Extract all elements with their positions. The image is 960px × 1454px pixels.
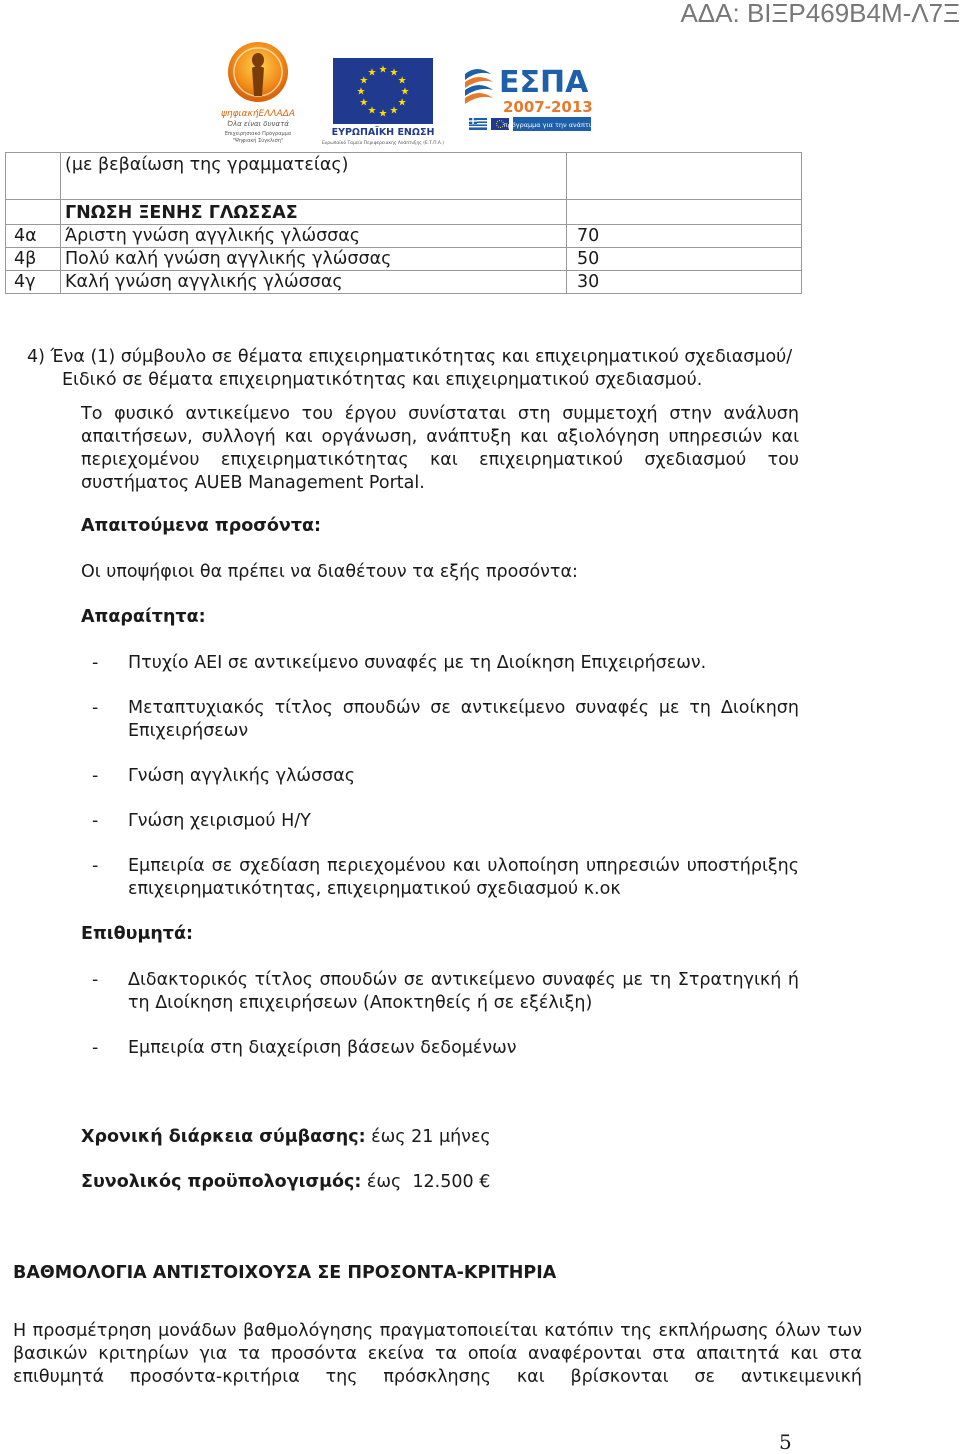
list-item xyxy=(92,855,799,923)
scoring-paragraph: Η προσμέτρηση μονάδων βαθμολόγησης πραγματοποιείται κατόπιν της εκπλήρωσης όλων των βασικών κριτηρίων για τα προσόντα εκείνα τα οποία αναφέρονται στα απαιτητά και στα επιθυμητά προσόντα-κριτήρια της πρόσκλησης και βρίσκονται σε αντικειμενική xyxy=(13,1321,862,1387)
psifiaki-line4: "Ψηφιακή Σύγκλιση" xyxy=(232,138,284,144)
eu-star-icon: ★ xyxy=(367,105,377,117)
espa-logo xyxy=(463,60,601,132)
row-description: Καλή γνώση αγγλικής γλώσσας xyxy=(61,271,567,294)
row-description: Πολύ καλή γνώση αγγλικής γλώσσας xyxy=(61,248,567,271)
list-bullet: - xyxy=(92,811,99,831)
list-item xyxy=(92,765,799,810)
scoring-heading: ΒΑΘΜΟΛΟΓΙΑ ΑΝΤΙΣΤΟΙΧΟΥΣΑ ΣΕ ΠΡΟΣΟΝΤΑ-ΚΡΙΤΗΡΙΑ xyxy=(13,1263,557,1283)
psifiaki-line1: ψηφιακήΕΛΛΑΔΑ xyxy=(220,109,296,119)
list-item-text: Εμπειρία σε σχεδίαση περιεχομένου και υλοποίηση υπηρεσιών υποστήριξης επιχειρηματικότητας, επιχειρηματικού σχεδιασμού κ.οκ xyxy=(128,856,799,899)
eu-subtext: Ευρωπαϊκό Ταμείο Περιφερειακής Ανάπτυξης (Ε.Τ.Π.Α.) xyxy=(321,141,445,146)
eu-text: ΕΥΡΩΠΑΪΚΗ ΕΝΩΣΗ xyxy=(331,127,435,138)
espa-years: 2007-2013 xyxy=(503,98,593,116)
eu-star-icon: ★ xyxy=(356,86,366,98)
table-cell xyxy=(6,200,61,225)
list-item xyxy=(92,810,799,855)
foreign-language-heading: ΓΝΩΣΗ ΞΕΝΗΣ ΓΛΩΣΣΑΣ xyxy=(61,200,567,225)
list-item-text: Εμπειρία στη διαχείριση βάσεων δεδομένων xyxy=(128,1038,517,1058)
row-points: 70 xyxy=(567,225,802,248)
psifiaki-ellada-logo xyxy=(212,38,304,146)
page-number: 5 xyxy=(779,1430,792,1454)
mandatory-label: Απαραίτητα: xyxy=(81,607,206,627)
list-bullet: - xyxy=(92,653,99,673)
table-cell xyxy=(567,200,802,225)
espa-emblem xyxy=(463,60,601,132)
psifiaki-line2: Όλα είναι δυνατά xyxy=(227,120,289,128)
eu-star-icon: ★ xyxy=(397,97,407,109)
list-bullet: - xyxy=(92,1038,99,1058)
total-budget-value: έως 12.500 € xyxy=(361,1172,491,1192)
table-row xyxy=(6,271,802,294)
eu-flag-emblem xyxy=(321,58,445,146)
table-cell xyxy=(567,153,802,200)
eu-star-icon: ★ xyxy=(400,86,410,98)
eu-star-icon: ★ xyxy=(367,67,377,79)
position-title-line1: 4) Ένα (1) σύμβουλο σε θέματα επιχειρηματικότητας και επιχειρηματικού σχεδιασμού/ xyxy=(27,347,793,367)
table-row xyxy=(6,248,802,271)
list-item xyxy=(92,697,799,765)
list-bullet: - xyxy=(92,766,99,786)
espa-tagline: πρόγραμμα για την ανάπτυξη xyxy=(503,121,601,129)
greek-flag-icon xyxy=(469,118,487,130)
row-code: 4α xyxy=(6,225,61,248)
position-title-line2: Ειδικό σε θέματα επιχειρηματικότητας και επιχειρηματικού σχεδιασμού. xyxy=(62,370,703,390)
row-code: 4γ xyxy=(6,271,61,294)
row-points: 30 xyxy=(567,271,802,294)
eu-star-icon: ★ xyxy=(359,75,369,87)
desired-list xyxy=(92,969,799,1082)
eu-star-icon: ★ xyxy=(397,75,407,87)
table-row xyxy=(6,153,802,200)
eu-star-icon: ★ xyxy=(389,67,399,79)
eu-star-icon: ★ xyxy=(378,108,388,120)
table-row xyxy=(6,225,802,248)
desired-label: Επιθυμητά: xyxy=(81,924,193,944)
contract-duration-value: έως 21 μήνες xyxy=(365,1127,491,1147)
ada-code: ΑΔΑ: ΒΙΞΡ469Β4Μ-Λ7Ξ xyxy=(680,0,960,28)
list-item-text: Πτυχίο ΑΕΙ σε αντικείμενο συναφές με τη Διοίκηση Επιχειρήσεων. xyxy=(128,653,707,673)
list-item-text: Διδακτορικός τίτλος σπουδών σε αντικείμενο συναφές με τη Στρατηγική ή τη Διοίκηση επιχειρήσεων (Αποκτηθείς ή σε εξέλιξη) xyxy=(128,970,799,1013)
total-budget xyxy=(81,1172,490,1192)
list-item-text: Μεταπτυχιακός τίτλος σπουδών σε αντικείμενο συναφές με τη Διοίκηση Επιχειρήσεων xyxy=(128,698,799,741)
secretariat-note: (με βεβαίωση της γραμματείας) xyxy=(61,153,567,200)
table-row xyxy=(6,200,802,225)
position-title xyxy=(27,346,877,392)
required-qualifications-label: Απαιτούμενα προσόντα: xyxy=(81,516,322,536)
list-item xyxy=(92,1037,799,1082)
espa-title: ΕΣΠΑ xyxy=(499,65,589,100)
contract-duration-label: Χρονική διάρκεια σύμβασης: xyxy=(81,1127,366,1147)
row-description: Άριστη γνώση αγγλικής γλώσσας xyxy=(61,225,567,248)
contract-duration xyxy=(81,1127,491,1147)
eu-star-icon: ★ xyxy=(359,97,369,109)
list-item-text: Γνώση αγγλικής γλώσσας xyxy=(128,766,356,786)
psifiaki-line3: Επιχειρησιακό Πρόγραμμα xyxy=(224,131,292,137)
mandatory-list xyxy=(92,652,799,923)
psifiaki-ellada-emblem xyxy=(212,38,304,146)
table-cell xyxy=(6,153,61,200)
required-qualifications-intro: Οι υποψήφιοι θα πρέπει να διαθέτουν τα εξής προσόντα: xyxy=(81,562,578,582)
project-object-paragraph: Το φυσικό αντικείμενο του έργου συνίσταται στη συμμετοχή στην ανάλυση απαιτήσεων, συλλογή και οργάνωση, ανάπτυξη και αξιολόγηση υπηρεσιών και περιεχομένου επιχειρηματικότητας και επιχειρηματικού σχεδιασμού του συστήματος AUEB Management Portal. xyxy=(81,404,799,493)
language-criteria-table xyxy=(5,152,802,294)
eu-star-icon: ★ xyxy=(378,64,388,76)
list-bullet: - xyxy=(92,856,99,876)
row-code: 4β xyxy=(6,248,61,271)
list-item-text: Γνώση χειρισμού Η/Υ xyxy=(128,811,311,831)
row-points: 50 xyxy=(567,248,802,271)
eu-star-icon: ★ xyxy=(389,105,399,117)
eu-logo xyxy=(321,58,445,146)
list-item xyxy=(92,969,799,1037)
list-bullet: - xyxy=(92,970,99,990)
list-item xyxy=(92,652,799,697)
total-budget-label: Συνολικός προϋπολογισμός: xyxy=(81,1172,362,1192)
list-bullet: - xyxy=(92,698,99,718)
